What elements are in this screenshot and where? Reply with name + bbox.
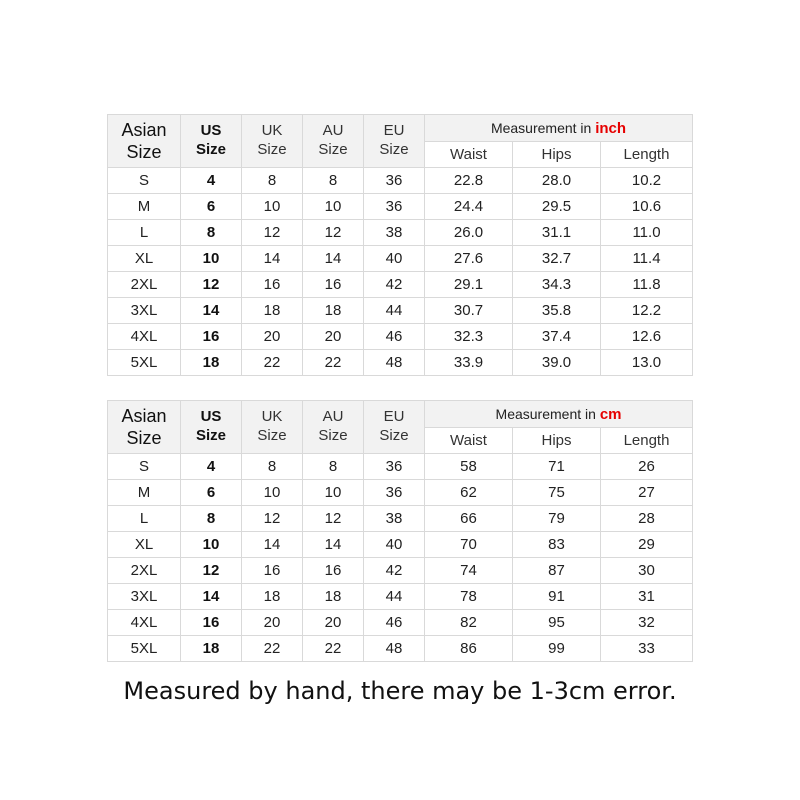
length-cell: 11.0 xyxy=(601,220,693,246)
table-row xyxy=(108,532,693,558)
asian-size-header: Asian Size xyxy=(108,401,181,454)
us-size-cell: 12 xyxy=(181,272,242,298)
asian-size-cell: 5XL xyxy=(108,636,181,662)
us-size-cell: 12 xyxy=(181,558,242,584)
hips-cell: 32.7 xyxy=(513,246,601,272)
measurement-note: Measured by hand, there may be 1-3cm error. xyxy=(123,677,677,705)
length-cell: 13.0 xyxy=(601,350,693,376)
eu-size-cell: 44 xyxy=(364,298,425,324)
waist-cell: 30.7 xyxy=(425,298,513,324)
us-size-cell: 4 xyxy=(181,168,242,194)
asian-size-cell: XL xyxy=(108,246,181,272)
hips-cell: 29.5 xyxy=(513,194,601,220)
length-cell: 10.6 xyxy=(601,194,693,220)
measurement-unit: inch xyxy=(595,119,627,137)
asian-size-cell: 3XL xyxy=(108,298,181,324)
au-size-cell: 12 xyxy=(303,506,364,532)
au-size-cell: 8 xyxy=(303,168,364,194)
eu-size-cell: 40 xyxy=(364,532,425,558)
length-cell: 12.6 xyxy=(601,324,693,350)
length-cell: 27 xyxy=(601,480,693,506)
hips-cell: 87 xyxy=(513,558,601,584)
measurement-prefix: Measurement in xyxy=(490,119,596,136)
au-size-cell: 8 xyxy=(303,454,364,480)
eu-size-cell: 36 xyxy=(364,168,425,194)
uk-size-cell: 14 xyxy=(242,532,303,558)
hips-cell: 83 xyxy=(513,532,601,558)
measurement-prefix: Measurement in xyxy=(495,405,600,422)
us-size-cell: 18 xyxy=(181,636,242,662)
table-header-row xyxy=(108,115,693,142)
us-size-header: US Size xyxy=(181,401,242,454)
uk-size-cell: 18 xyxy=(242,298,303,324)
hips-cell: 91 xyxy=(513,584,601,610)
length-cell: 26 xyxy=(601,454,693,480)
hips-cell: 35.8 xyxy=(513,298,601,324)
table-row xyxy=(108,480,693,506)
length-cell: 29 xyxy=(601,532,693,558)
waist-cell: 74 xyxy=(425,558,513,584)
au-size-cell: 10 xyxy=(303,194,364,220)
table-row xyxy=(108,584,693,610)
length-cell: 31 xyxy=(601,584,693,610)
measurement-title xyxy=(425,401,693,428)
waist-cell: 66 xyxy=(425,506,513,532)
waist-cell: 29.1 xyxy=(425,272,513,298)
uk-size-cell: 18 xyxy=(242,584,303,610)
length-cell: 28 xyxy=(601,506,693,532)
au-size-cell: 22 xyxy=(303,350,364,376)
hips-cell: 37.4 xyxy=(513,324,601,350)
asian-size-cell: 3XL xyxy=(108,584,181,610)
table-row xyxy=(108,220,693,246)
hips-cell: 28.0 xyxy=(513,168,601,194)
asian-size-cell: 4XL xyxy=(108,610,181,636)
table-row xyxy=(108,324,693,350)
uk-size-cell: 16 xyxy=(242,272,303,298)
asian-size-cell: M xyxy=(108,194,181,220)
waist-cell: 22.8 xyxy=(425,168,513,194)
asian-size-cell: L xyxy=(108,220,181,246)
eu-size-cell: 40 xyxy=(364,246,425,272)
hips-header: Hips xyxy=(513,142,601,168)
waist-cell: 24.4 xyxy=(425,194,513,220)
asian-size-cell: XL xyxy=(108,532,181,558)
us-size-cell: 10 xyxy=(181,246,242,272)
hips-cell: 71 xyxy=(513,454,601,480)
hips-cell: 79 xyxy=(513,506,601,532)
eu-size-cell: 38 xyxy=(364,220,425,246)
uk-size-cell: 12 xyxy=(242,220,303,246)
us-size-cell: 4 xyxy=(181,454,242,480)
hips-cell: 99 xyxy=(513,636,601,662)
asian-size-cell: 2XL xyxy=(108,558,181,584)
au-size-cell: 12 xyxy=(303,220,364,246)
uk-size-cell: 8 xyxy=(242,454,303,480)
table-row xyxy=(108,168,693,194)
length-cell: 10.2 xyxy=(601,168,693,194)
asian-size-cell: S xyxy=(108,454,181,480)
table-row xyxy=(108,558,693,584)
table-row xyxy=(108,506,693,532)
us-size-cell: 10 xyxy=(181,532,242,558)
table-row xyxy=(108,610,693,636)
uk-size-cell: 20 xyxy=(242,324,303,350)
asian-size-header: Asian Size xyxy=(108,115,181,168)
eu-size-cell: 42 xyxy=(364,558,425,584)
hips-cell: 75 xyxy=(513,480,601,506)
hips-cell: 31.1 xyxy=(513,220,601,246)
table-row xyxy=(108,272,693,298)
au-size-header: AU Size xyxy=(303,115,364,168)
table-row xyxy=(108,194,693,220)
eu-size-header: EU Size xyxy=(364,115,425,168)
uk-size-cell: 22 xyxy=(242,636,303,662)
eu-size-cell: 46 xyxy=(364,324,425,350)
hips-cell: 39.0 xyxy=(513,350,601,376)
au-size-cell: 20 xyxy=(303,610,364,636)
waist-cell: 33.9 xyxy=(425,350,513,376)
waist-cell: 32.3 xyxy=(425,324,513,350)
eu-size-header: EU Size xyxy=(364,401,425,454)
length-header: Length xyxy=(601,428,693,454)
asian-size-cell: 2XL xyxy=(108,272,181,298)
table-row xyxy=(108,298,693,324)
waist-cell: 86 xyxy=(425,636,513,662)
uk-size-cell: 22 xyxy=(242,350,303,376)
length-header: Length xyxy=(601,142,693,168)
length-cell: 33 xyxy=(601,636,693,662)
waist-cell: 70 xyxy=(425,532,513,558)
inch-size-table xyxy=(107,114,693,376)
us-size-cell: 6 xyxy=(181,480,242,506)
cm-table-body xyxy=(108,401,693,662)
length-cell: 32 xyxy=(601,610,693,636)
us-size-cell: 16 xyxy=(181,324,242,350)
uk-size-cell: 20 xyxy=(242,610,303,636)
us-size-cell: 6 xyxy=(181,194,242,220)
table-header-row xyxy=(108,401,693,428)
asian-size-cell: S xyxy=(108,168,181,194)
hips-cell: 34.3 xyxy=(513,272,601,298)
uk-size-cell: 12 xyxy=(242,506,303,532)
eu-size-cell: 44 xyxy=(364,584,425,610)
hips-cell: 95 xyxy=(513,610,601,636)
waist-cell: 27.6 xyxy=(425,246,513,272)
au-size-cell: 14 xyxy=(303,532,364,558)
waist-cell: 26.0 xyxy=(425,220,513,246)
au-size-cell: 10 xyxy=(303,480,364,506)
uk-size-cell: 8 xyxy=(242,168,303,194)
eu-size-cell: 46 xyxy=(364,610,425,636)
eu-size-cell: 36 xyxy=(364,454,425,480)
au-size-cell: 16 xyxy=(303,558,364,584)
us-size-cell: 8 xyxy=(181,220,242,246)
waist-header: Waist xyxy=(425,142,513,168)
table-row xyxy=(108,454,693,480)
measurement-title xyxy=(425,115,693,142)
asian-size-cell: 5XL xyxy=(108,350,181,376)
table-row xyxy=(108,246,693,272)
eu-size-cell: 48 xyxy=(364,636,425,662)
eu-size-cell: 48 xyxy=(364,350,425,376)
uk-size-cell: 16 xyxy=(242,558,303,584)
uk-size-cell: 14 xyxy=(242,246,303,272)
inch-table-body xyxy=(108,115,693,376)
measurement-unit: cm xyxy=(599,405,622,423)
au-size-cell: 18 xyxy=(303,584,364,610)
waist-header: Waist xyxy=(425,428,513,454)
table-row xyxy=(108,350,693,376)
length-cell: 12.2 xyxy=(601,298,693,324)
au-size-header: AU Size xyxy=(303,401,364,454)
asian-size-cell: L xyxy=(108,506,181,532)
waist-cell: 78 xyxy=(425,584,513,610)
us-size-cell: 14 xyxy=(181,298,242,324)
us-size-cell: 18 xyxy=(181,350,242,376)
uk-size-header: UK Size xyxy=(242,401,303,454)
us-size-cell: 14 xyxy=(181,584,242,610)
us-size-header: US Size xyxy=(181,115,242,168)
au-size-cell: 14 xyxy=(303,246,364,272)
waist-cell: 58 xyxy=(425,454,513,480)
us-size-cell: 8 xyxy=(181,506,242,532)
asian-size-cell: 4XL xyxy=(108,324,181,350)
eu-size-cell: 36 xyxy=(364,194,425,220)
us-size-cell: 16 xyxy=(181,610,242,636)
uk-size-header: UK Size xyxy=(242,115,303,168)
length-cell: 11.4 xyxy=(601,246,693,272)
eu-size-cell: 36 xyxy=(364,480,425,506)
cm-size-table xyxy=(107,400,693,662)
au-size-cell: 18 xyxy=(303,298,364,324)
hips-header: Hips xyxy=(513,428,601,454)
waist-cell: 62 xyxy=(425,480,513,506)
eu-size-cell: 38 xyxy=(364,506,425,532)
uk-size-cell: 10 xyxy=(242,480,303,506)
au-size-cell: 16 xyxy=(303,272,364,298)
waist-cell: 82 xyxy=(425,610,513,636)
au-size-cell: 20 xyxy=(303,324,364,350)
length-cell: 30 xyxy=(601,558,693,584)
au-size-cell: 22 xyxy=(303,636,364,662)
length-cell: 11.8 xyxy=(601,272,693,298)
asian-size-cell: M xyxy=(108,480,181,506)
uk-size-cell: 10 xyxy=(242,194,303,220)
eu-size-cell: 42 xyxy=(364,272,425,298)
table-row xyxy=(108,636,693,662)
